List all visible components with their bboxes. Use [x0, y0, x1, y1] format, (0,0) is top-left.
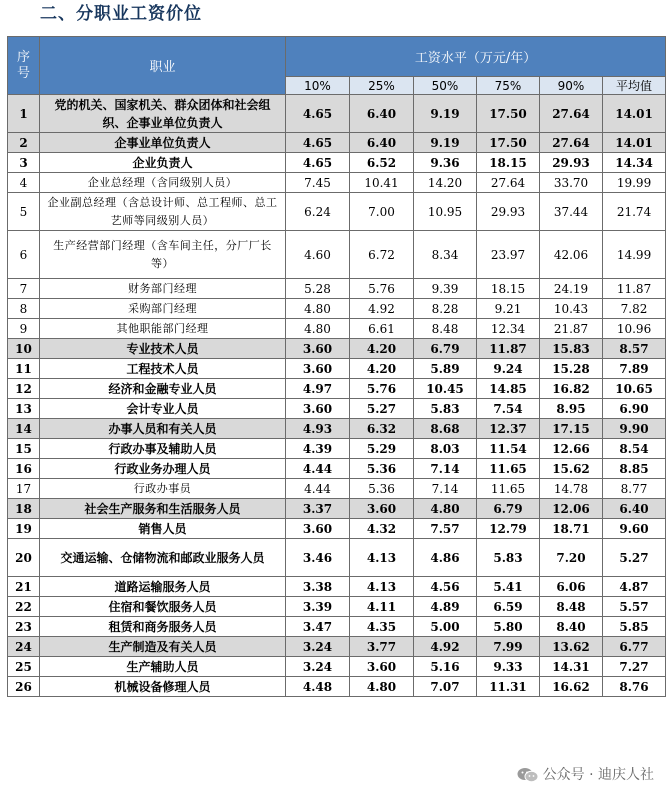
- value-p10: 3.24: [286, 637, 350, 657]
- row-number: 25: [8, 657, 40, 677]
- value-p25: 5.29: [350, 439, 414, 459]
- value-p25: 6.72: [350, 231, 414, 279]
- row-number: 5: [8, 193, 40, 231]
- value-avg: 21.74: [603, 193, 666, 231]
- wechat-icon: [517, 767, 539, 783]
- value-p50: 8.48: [414, 319, 477, 339]
- value-p10: 3.47: [286, 617, 350, 637]
- table-row: [8, 133, 666, 153]
- value-p25: 5.36: [350, 479, 414, 499]
- value-p25: 4.13: [350, 577, 414, 597]
- table-row: [8, 637, 666, 657]
- value-p90: 14.31: [540, 657, 603, 677]
- value-p25: 6.40: [350, 95, 414, 133]
- header-p25: 25%: [350, 77, 414, 95]
- occupation-name: 社会生产服务和生活服务人员: [40, 499, 286, 519]
- value-p10: 3.37: [286, 499, 350, 519]
- occupation-name: 机械设备修理人员: [40, 677, 286, 697]
- value-p50: 8.03: [414, 439, 477, 459]
- occupation-name: 生产制造及有关人员: [40, 637, 286, 657]
- row-number: 17: [8, 479, 40, 499]
- header-occupation: 职业: [40, 37, 286, 95]
- value-p10: 3.60: [286, 399, 350, 419]
- value-p75: 17.50: [477, 95, 540, 133]
- row-number: 7: [8, 279, 40, 299]
- header-p50: 50%: [414, 77, 477, 95]
- value-avg: 8.85: [603, 459, 666, 479]
- value-p90: 8.40: [540, 617, 603, 637]
- value-p10: 3.46: [286, 539, 350, 577]
- value-p25: 4.20: [350, 339, 414, 359]
- value-avg: 6.90: [603, 399, 666, 419]
- row-number: 15: [8, 439, 40, 459]
- table-row: [8, 519, 666, 539]
- table-row: [8, 95, 666, 133]
- row-number: 1: [8, 95, 40, 133]
- value-p75: 7.54: [477, 399, 540, 419]
- row-number: 8: [8, 299, 40, 319]
- value-p10: 3.60: [286, 519, 350, 539]
- value-p90: 12.66: [540, 439, 603, 459]
- value-p10: 4.80: [286, 299, 350, 319]
- value-p25: 6.61: [350, 319, 414, 339]
- row-number: 14: [8, 419, 40, 439]
- value-p50: 8.28: [414, 299, 477, 319]
- value-avg: 5.85: [603, 617, 666, 637]
- value-p75: 12.37: [477, 419, 540, 439]
- value-p25: 4.32: [350, 519, 414, 539]
- table-row: [8, 279, 666, 299]
- value-avg: 8.77: [603, 479, 666, 499]
- value-p10: 7.45: [286, 173, 350, 193]
- value-p90: 16.82: [540, 379, 603, 399]
- table-row: [8, 193, 666, 231]
- table-row: [8, 359, 666, 379]
- row-number: 6: [8, 231, 40, 279]
- table-row: [8, 173, 666, 193]
- value-p50: 9.39: [414, 279, 477, 299]
- table-row: [8, 419, 666, 439]
- value-p75: 12.79: [477, 519, 540, 539]
- value-avg: 19.99: [603, 173, 666, 193]
- value-p75: 5.41: [477, 577, 540, 597]
- value-p90: 13.62: [540, 637, 603, 657]
- value-p75: 6.79: [477, 499, 540, 519]
- value-p75: 29.93: [477, 193, 540, 231]
- value-p10: 4.65: [286, 153, 350, 173]
- value-p25: 7.00: [350, 193, 414, 231]
- value-p50: 5.89: [414, 359, 477, 379]
- watermark-text: 公众号 · 迪庆人社: [542, 767, 654, 783]
- value-p10: 4.93: [286, 419, 350, 439]
- value-p75: 7.99: [477, 637, 540, 657]
- value-p25: 3.60: [350, 499, 414, 519]
- occupation-name: 经济和金融专业人员: [40, 379, 286, 399]
- row-number: 18: [8, 499, 40, 519]
- value-p10: 3.24: [286, 657, 350, 677]
- table-row: [8, 153, 666, 173]
- value-avg: 8.54: [603, 439, 666, 459]
- value-p50: 10.95: [414, 193, 477, 231]
- value-p25: 5.76: [350, 379, 414, 399]
- value-p50: 5.00: [414, 617, 477, 637]
- value-p10: 4.39: [286, 439, 350, 459]
- row-number: 24: [8, 637, 40, 657]
- occupation-name: 行政业务办理人员: [40, 459, 286, 479]
- value-p90: 33.70: [540, 173, 603, 193]
- row-number: 12: [8, 379, 40, 399]
- value-p90: 8.48: [540, 597, 603, 617]
- occupation-name: 企业总经理（含同级别人员）: [40, 173, 286, 193]
- value-p25: 6.52: [350, 153, 414, 173]
- table-row: [8, 379, 666, 399]
- header-p75: 75%: [477, 77, 540, 95]
- value-p25: 3.60: [350, 657, 414, 677]
- value-p75: 5.80: [477, 617, 540, 637]
- value-p75: 11.54: [477, 439, 540, 459]
- value-p25: 4.20: [350, 359, 414, 379]
- value-p10: 6.24: [286, 193, 350, 231]
- value-p90: 6.06: [540, 577, 603, 597]
- value-p75: 11.31: [477, 677, 540, 697]
- value-p90: 21.87: [540, 319, 603, 339]
- value-p50: 8.34: [414, 231, 477, 279]
- value-p90: 8.95: [540, 399, 603, 419]
- value-p10: 4.60: [286, 231, 350, 279]
- row-number: 22: [8, 597, 40, 617]
- occupation-name: 生产辅助人员: [40, 657, 286, 677]
- value-p10: 4.80: [286, 319, 350, 339]
- table-row: [8, 399, 666, 419]
- value-p10: 4.97: [286, 379, 350, 399]
- value-p90: 18.71: [540, 519, 603, 539]
- value-avg: 5.57: [603, 597, 666, 617]
- header-seq: 序号: [8, 37, 40, 95]
- occupation-name: 交通运输、仓储物流和邮政业服务人员: [40, 539, 286, 577]
- occupation-name: 住宿和餐饮服务人员: [40, 597, 286, 617]
- value-p90: 7.20: [540, 539, 603, 577]
- header-p90: 90%: [540, 77, 603, 95]
- value-p75: 11.87: [477, 339, 540, 359]
- occupation-name: 生产经营部门经理（含车间主任，分厂厂长等）: [40, 231, 286, 279]
- table-row: [8, 231, 666, 279]
- value-avg: 7.82: [603, 299, 666, 319]
- value-avg: 14.01: [603, 95, 666, 133]
- value-p50: 4.89: [414, 597, 477, 617]
- occupation-name: 企业负责人: [40, 153, 286, 173]
- value-p75: 9.33: [477, 657, 540, 677]
- value-p75: 11.65: [477, 479, 540, 499]
- row-number: 19: [8, 519, 40, 539]
- value-p50: 14.20: [414, 173, 477, 193]
- table-row: [8, 439, 666, 459]
- value-p10: 5.28: [286, 279, 350, 299]
- table-row: [8, 479, 666, 499]
- value-avg: 7.27: [603, 657, 666, 677]
- row-number: 26: [8, 677, 40, 697]
- value-p10: 3.39: [286, 597, 350, 617]
- occupation-name: 专业技术人员: [40, 339, 286, 359]
- table-row: [8, 657, 666, 677]
- value-p25: 4.13: [350, 539, 414, 577]
- value-p90: 42.06: [540, 231, 603, 279]
- section-title: 二、分职业工资价位: [40, 4, 202, 24]
- value-p50: 5.83: [414, 399, 477, 419]
- occupation-name: 办事人员和有关人员: [40, 419, 286, 439]
- value-avg: 8.57: [603, 339, 666, 359]
- value-p50: 4.86: [414, 539, 477, 577]
- header-avg: 平均值: [603, 77, 666, 95]
- value-p90: 24.19: [540, 279, 603, 299]
- value-p75: 17.50: [477, 133, 540, 153]
- value-p25: 5.36: [350, 459, 414, 479]
- value-p10: 4.65: [286, 95, 350, 133]
- value-p50: 9.36: [414, 153, 477, 173]
- value-p90: 15.62: [540, 459, 603, 479]
- occupation-name: 党的机关、国家机关、群众团体和社会组织、企事业单位负责人: [40, 95, 286, 133]
- value-avg: 9.90: [603, 419, 666, 439]
- value-p90: 27.64: [540, 95, 603, 133]
- value-p10: 3.38: [286, 577, 350, 597]
- header-p10: 10%: [286, 77, 350, 95]
- value-p75: 9.21: [477, 299, 540, 319]
- value-p50: 5.16: [414, 657, 477, 677]
- value-p75: 27.64: [477, 173, 540, 193]
- occupation-name: 道路运输服务人员: [40, 577, 286, 597]
- row-number: 2: [8, 133, 40, 153]
- table-row: [8, 577, 666, 597]
- value-p90: 16.62: [540, 677, 603, 697]
- value-p50: 8.68: [414, 419, 477, 439]
- value-p75: 18.15: [477, 279, 540, 299]
- value-p10: 4.44: [286, 479, 350, 499]
- value-avg: 6.77: [603, 637, 666, 657]
- value-avg: 9.60: [603, 519, 666, 539]
- value-p10: 3.60: [286, 339, 350, 359]
- table-row: [8, 677, 666, 697]
- value-p90: 14.78: [540, 479, 603, 499]
- watermark: [517, 764, 654, 786]
- value-p25: 5.27: [350, 399, 414, 419]
- table-row: [8, 617, 666, 637]
- value-avg: 10.96: [603, 319, 666, 339]
- row-number: 23: [8, 617, 40, 637]
- value-avg: 14.01: [603, 133, 666, 153]
- value-p75: 12.34: [477, 319, 540, 339]
- value-p50: 10.45: [414, 379, 477, 399]
- row-number: 3: [8, 153, 40, 173]
- value-p75: 5.83: [477, 539, 540, 577]
- value-p25: 6.40: [350, 133, 414, 153]
- value-avg: 10.65: [603, 379, 666, 399]
- value-p75: 14.85: [477, 379, 540, 399]
- row-number: 10: [8, 339, 40, 359]
- value-avg: 14.99: [603, 231, 666, 279]
- table-row: [8, 319, 666, 339]
- value-p50: 7.14: [414, 479, 477, 499]
- value-p25: 3.77: [350, 637, 414, 657]
- value-avg: 8.76: [603, 677, 666, 697]
- value-p10: 4.48: [286, 677, 350, 697]
- row-number: 9: [8, 319, 40, 339]
- table-row: [8, 459, 666, 479]
- value-p50: 4.56: [414, 577, 477, 597]
- value-p10: 4.65: [286, 133, 350, 153]
- value-p90: 15.28: [540, 359, 603, 379]
- value-p90: 17.15: [540, 419, 603, 439]
- value-p90: 15.83: [540, 339, 603, 359]
- value-p25: 4.35: [350, 617, 414, 637]
- table-row: [8, 597, 666, 617]
- value-p75: 11.65: [477, 459, 540, 479]
- occupation-name: 租赁和商务服务人员: [40, 617, 286, 637]
- occupation-name: 企业副总经理（含总设计师、总工程师、总工艺师等同级别人员）: [40, 193, 286, 231]
- table-row: [8, 299, 666, 319]
- value-p50: 7.07: [414, 677, 477, 697]
- value-p90: 29.93: [540, 153, 603, 173]
- value-p50: 7.14: [414, 459, 477, 479]
- occupation-name: 企事业单位负责人: [40, 133, 286, 153]
- value-avg: 5.27: [603, 539, 666, 577]
- row-number: 16: [8, 459, 40, 479]
- row-number: 21: [8, 577, 40, 597]
- value-p75: 9.24: [477, 359, 540, 379]
- value-p75: 6.59: [477, 597, 540, 617]
- wage-table: [7, 36, 666, 697]
- value-p50: 4.92: [414, 637, 477, 657]
- value-p25: 4.92: [350, 299, 414, 319]
- row-number: 4: [8, 173, 40, 193]
- value-p10: 3.60: [286, 359, 350, 379]
- value-p90: 12.06: [540, 499, 603, 519]
- occupation-name: 行政办事及辅助人员: [40, 439, 286, 459]
- value-avg: 11.87: [603, 279, 666, 299]
- occupation-name: 采购部门经理: [40, 299, 286, 319]
- value-p25: 4.11: [350, 597, 414, 617]
- row-number: 20: [8, 539, 40, 577]
- value-p25: 4.80: [350, 677, 414, 697]
- value-p90: 27.64: [540, 133, 603, 153]
- value-p90: 37.44: [540, 193, 603, 231]
- occupation-name: 行政办事员: [40, 479, 286, 499]
- value-avg: 4.87: [603, 577, 666, 597]
- value-p10: 4.44: [286, 459, 350, 479]
- table-row: [8, 339, 666, 359]
- occupation-name: 会计专业人员: [40, 399, 286, 419]
- value-p50: 7.57: [414, 519, 477, 539]
- table-row: [8, 499, 666, 519]
- value-avg: 6.40: [603, 499, 666, 519]
- value-p75: 23.97: [477, 231, 540, 279]
- value-avg: 14.34: [603, 153, 666, 173]
- occupation-name: 财务部门经理: [40, 279, 286, 299]
- value-p90: 10.43: [540, 299, 603, 319]
- value-p50: 9.19: [414, 133, 477, 153]
- row-number: 11: [8, 359, 40, 379]
- header-wage-level: 工资水平（万元/年）: [286, 37, 666, 77]
- value-p25: 10.41: [350, 173, 414, 193]
- value-p25: 5.76: [350, 279, 414, 299]
- value-p75: 18.15: [477, 153, 540, 173]
- occupation-name: 工程技术人员: [40, 359, 286, 379]
- occupation-name: 销售人员: [40, 519, 286, 539]
- table-row: [8, 539, 666, 577]
- value-p50: 4.80: [414, 499, 477, 519]
- value-avg: 7.89: [603, 359, 666, 379]
- value-p50: 9.19: [414, 95, 477, 133]
- row-number: 13: [8, 399, 40, 419]
- value-p50: 6.79: [414, 339, 477, 359]
- occupation-name: 其他职能部门经理: [40, 319, 286, 339]
- value-p25: 6.32: [350, 419, 414, 439]
